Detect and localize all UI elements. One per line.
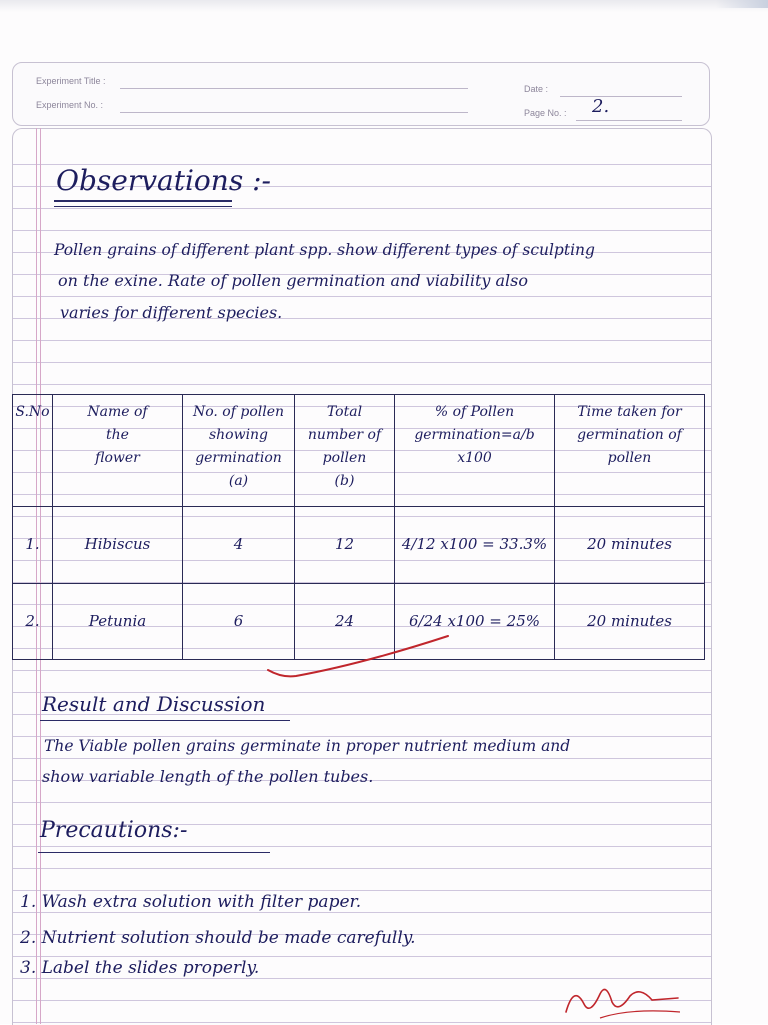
col-header-total: Total number of pollen (b) [295, 395, 395, 507]
signature-icon [560, 978, 700, 1024]
experiment-title-label: Experiment Title : [36, 76, 106, 86]
cell-percent: 4/12 x100 = 33.3% [395, 507, 555, 583]
experiment-no-label: Experiment No. : [36, 100, 104, 110]
precaution-item: 1. Wash extra solution with filter paper. [20, 892, 362, 912]
result-underline [40, 720, 290, 721]
cell-flower: Hibiscus [53, 507, 183, 583]
cell-sno: 1. [13, 507, 53, 583]
experiment-title-line [120, 88, 468, 89]
date-label: Date : [524, 84, 549, 94]
cell-germinated: 6 [183, 583, 295, 659]
cell-flower: Petunia [53, 583, 183, 659]
precautions-heading: Precautions:- [40, 818, 188, 843]
page-no-label: Page No. : [524, 108, 567, 118]
col-header-germinated: No. of pollen showing germination (a) [183, 395, 295, 507]
observation-table [12, 394, 705, 660]
experiment-no-line [120, 112, 468, 113]
cell-time: 20 minutes [555, 583, 705, 659]
precaution-item: 3. Label the slides properly. [20, 958, 260, 978]
cell-sno: 2. [13, 583, 53, 659]
observations-underline-2 [54, 206, 232, 207]
observations-line-3: varies for different species. [60, 303, 283, 322]
result-line-1: The Viable pollen grains germinate in proper nutrient medium and [44, 737, 571, 755]
precaution-item: 2. Nutrient solution should be made carefully. [20, 928, 416, 948]
page-no-line [576, 120, 682, 121]
cell-total: 12 [295, 507, 395, 583]
col-header-flower: Name of the flower [53, 395, 183, 507]
col-header-time: Time taken for germination of pollen [555, 395, 705, 507]
cell-total: 24 [295, 583, 395, 659]
observations-line-1: Pollen grains of different plant spp. show different types of sculpting [54, 241, 595, 259]
table-row [13, 507, 705, 583]
cell-time: 20 minutes [555, 507, 705, 583]
result-line-2: show variable length of the pollen tubes. [42, 767, 374, 786]
cell-germinated: 4 [183, 507, 295, 583]
page-number-value: 2. [592, 96, 610, 117]
result-heading: Result and Discussion [42, 692, 266, 716]
check-mark-icon [262, 632, 462, 682]
table-header-row [13, 395, 705, 507]
page-top-shadow [0, 0, 768, 12]
observations-line-2: on the exine. Rate of pollen germination and viability also [58, 271, 528, 290]
scan-edge [716, 0, 768, 8]
cell-percent: 6/24 x100 = 25% [395, 583, 555, 659]
observations-heading: Observations :- [56, 164, 271, 197]
precautions-underline [38, 852, 270, 853]
observations-underline [54, 200, 232, 202]
date-line [560, 96, 682, 97]
col-header-percent: % of Pollen germination=a/b x100 [395, 395, 555, 507]
col-header-sno: S.No [13, 395, 53, 507]
